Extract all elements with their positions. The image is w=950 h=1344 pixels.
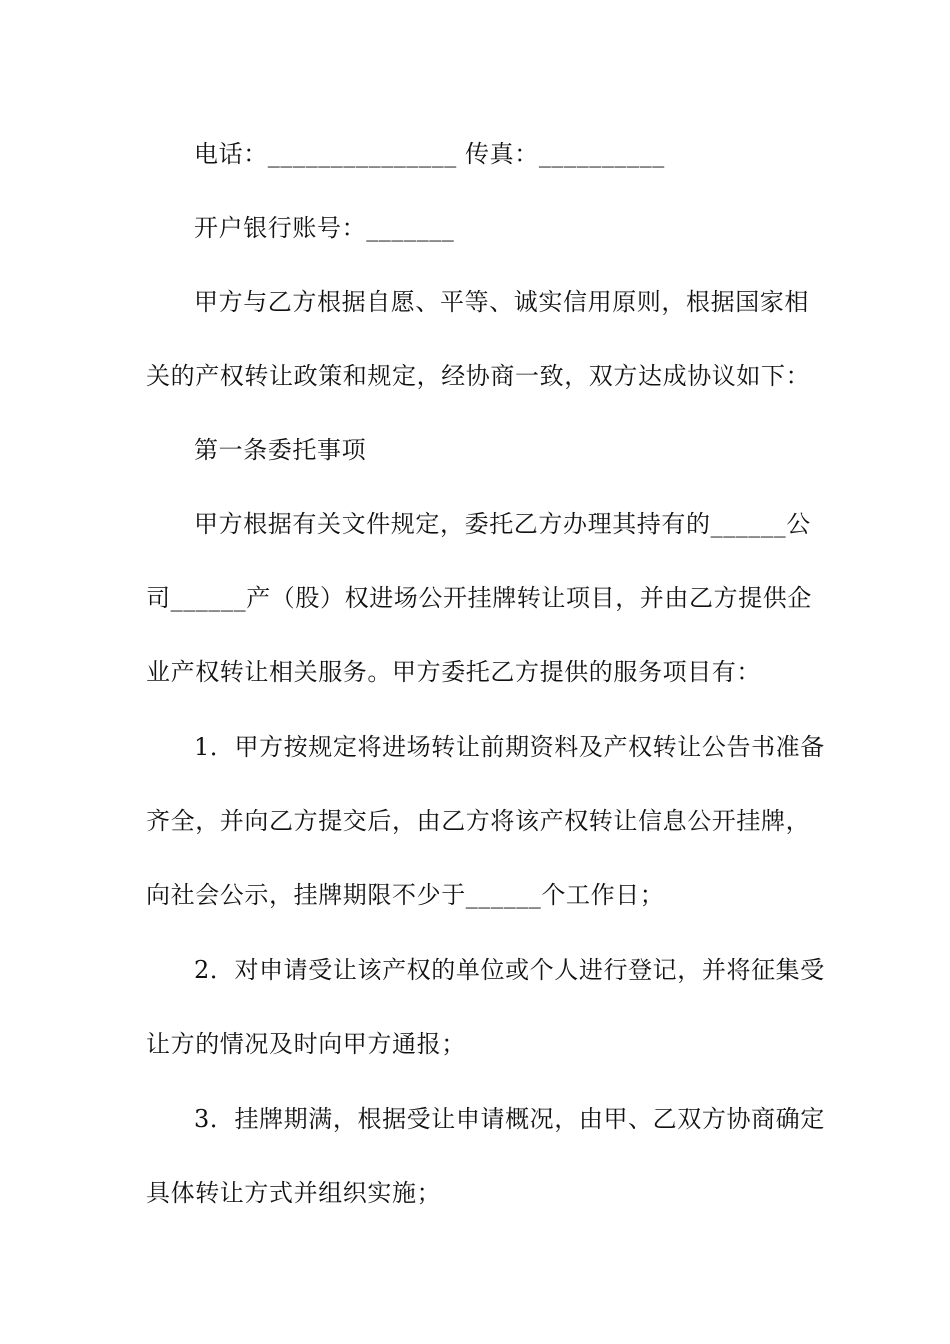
- phone-fax-line: 电话：_______________ 传真：__________: [194, 140, 665, 168]
- paragraph-intro-line-2: 关的产权转让政策和规定，经协商一致，双方达成协议如下：: [146, 362, 811, 390]
- item-1-line-1: 1．甲方按规定将进场转让前期资料及产权转让公告书准备: [194, 733, 825, 761]
- item-3-line-2: 具体转让方式并组织实施；: [146, 1179, 442, 1207]
- article-one-heading: 第一条委托事项: [194, 436, 367, 464]
- item-1-line-2: 齐全，并向乙方提交后，由乙方将该产权转让信息公开挂牌，: [146, 807, 811, 835]
- bank-account-line: 开户银行账号：_______: [194, 214, 455, 242]
- item-3-line-1: 3．挂牌期满，根据受让申请概况，由甲、乙双方协商确定: [194, 1105, 825, 1133]
- article-one-line-2: 司______产（股）权进场公开挂牌转让项目，并由乙方提供企: [146, 584, 812, 612]
- article-one-line-1: 甲方根据有关文件规定，委托乙方办理其持有的______公: [194, 510, 811, 538]
- paragraph-intro-line-1: 甲方与乙方根据自愿、平等、诚实信用原则，根据国家相: [194, 288, 809, 316]
- item-2-line-2: 让方的情况及时向甲方通报；: [146, 1030, 466, 1058]
- item-2-line-1: 2．对申请受让该产权的单位或个人进行登记，并将征集受: [194, 956, 825, 984]
- article-one-line-3: 业产权转让相关服务。甲方委托乙方提供的服务项目有：: [146, 658, 761, 686]
- item-1-line-3: 向社会公示，挂牌期限不少于______个工作日；: [146, 881, 665, 909]
